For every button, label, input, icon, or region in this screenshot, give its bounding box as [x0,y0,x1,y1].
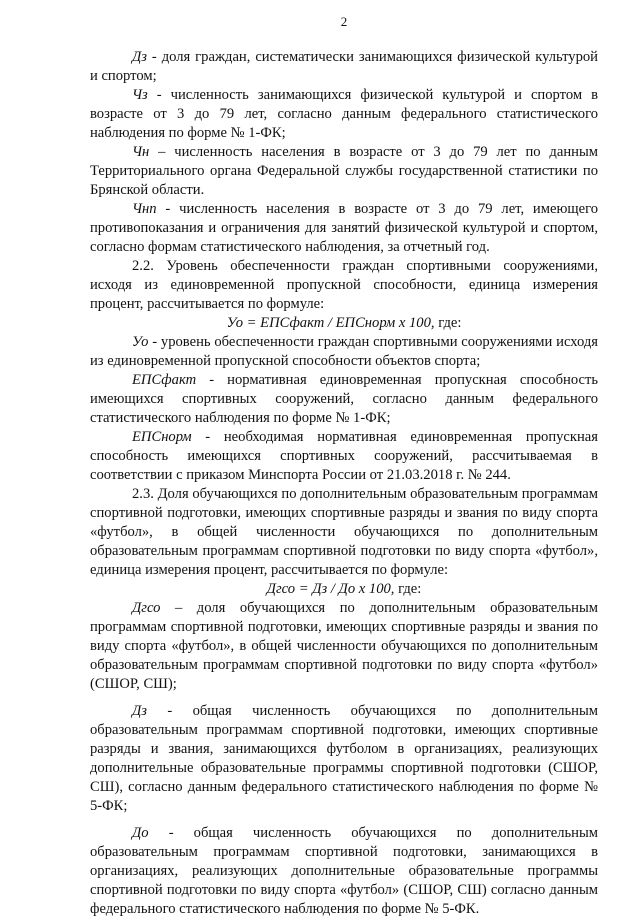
definition-text: - общая численность обучающихся по дополнительным образовательным программам спортивной подготовки, имеющих спортивные разряды и звания, занимающихся футболом в организациях, реализующих дополнительные образовательные программы спортивной подготовки (СШОР, СШ), согласно данным федерального статистического наблюдения по форме № 5-ФК; [90,703,598,814]
definition-term: До [132,825,149,841]
definition-term: Дз [132,49,147,65]
definition-paragraph [90,200,598,257]
definition-text: - необходимая нормативная единовременная пропускная способность имеющихся спортивных сооружений, рассчитываемая в соответствии с приказом Минспорта России от 21.03.2018 г. № 244. [90,429,598,483]
body-paragraph: 2.2. Уровень обеспеченности граждан спортивными сооружениями, исходя из единовременной пропускной способности, единица измерения процент, рассчитывается по формуле: [90,258,598,312]
formula [90,314,598,333]
document-page [90,14,598,919]
definition-paragraph [90,599,598,694]
formula-tail: где: [394,581,422,597]
definition-text: – численность населения в возрасте от 3 до 79 лет по данным Территориального органа Федеральной службы государственной статистики по Брянской области. [90,144,598,198]
definition-text: - численность населения в возрасте от 3 до 79 лет, имеющего противопоказания и ограничения для занятий физической культурой и спортом, согласно формам статистического наблюдения, за отчетный год. [90,201,598,255]
formula-expression: Дгсо = Дз / До х 100, [266,581,395,597]
page-number: 2 [340,14,348,29]
body-paragraph: 2.3. Доля обучающихся по дополнительным образовательным программам спортивной подготовки, имеющих спортивные разряды и звания по виду спорта «футбол», в общей численности обучающихся по дополнительным образовательным программам спортивной подготовки по виду спорта «футбол», единица измерения процент, рассчитывается по формуле: [90,486,598,578]
definition-text: - общая численность обучающихся по дополнительным образовательным программам спортивной подготовки, занимающихся в организациях, реализующих дополнительные образовательные программы спортивной подготовки по виду спорта «футбол» (СШОР, СШ) согласно данным федерального статистического наблюдения по форме № 5-ФК. [90,825,598,917]
definition-text: - уровень обеспеченности граждан спортивными сооружениями исходя из единовременной пропускной способности объектов спорта; [90,334,598,369]
definition-term: ЕПСфакт [132,372,197,388]
formula-expression: Уо = ЕПСфакт / ЕПСнорм х 100, [226,315,435,331]
definition-term: Чн [132,144,150,160]
definition-term: Чз [132,87,148,103]
definition-term: Уо [132,334,149,350]
definition-paragraph [90,333,598,371]
definition-paragraph [90,86,598,143]
definition-paragraph [90,702,598,816]
definition-paragraph [90,48,598,86]
definition-paragraph [90,824,598,919]
definition-text: - численность занимающихся физической культурой и спортом в возрасте от 3 до 79 лет, согласно данным федерального статистического наблюдения по форме № 1-ФК; [90,87,598,141]
definition-paragraph [90,428,598,485]
definition-term: Чнп [132,201,157,217]
definition-text: – доля обучающихся по дополнительным образовательным программам спортивной подготовки, имеющих спортивные разряды и звания по виду спорта «футбол», в общей численности обучающихся по дополнительным образовательным программам спортивной подготовки по виду спорта «футбол» (СШОР, СШ); [90,600,598,692]
definition-text: - доля граждан, систематически занимающихся физической культурой и спортом; [90,49,598,84]
document-body [90,48,598,919]
definition-paragraph [90,143,598,200]
definition-text: - нормативная единовременная пропускная способность имеющихся спортивных сооружений, согласно данным федерального статистического наблюдения по форме № 1-ФК; [90,372,598,426]
definition-paragraph [90,371,598,428]
definition-term: Дз [132,703,147,719]
definition-term: Дгсо [132,600,161,616]
definition-term: ЕПСнорм [132,429,192,445]
formula [90,580,598,599]
formula-tail: где: [434,315,462,331]
